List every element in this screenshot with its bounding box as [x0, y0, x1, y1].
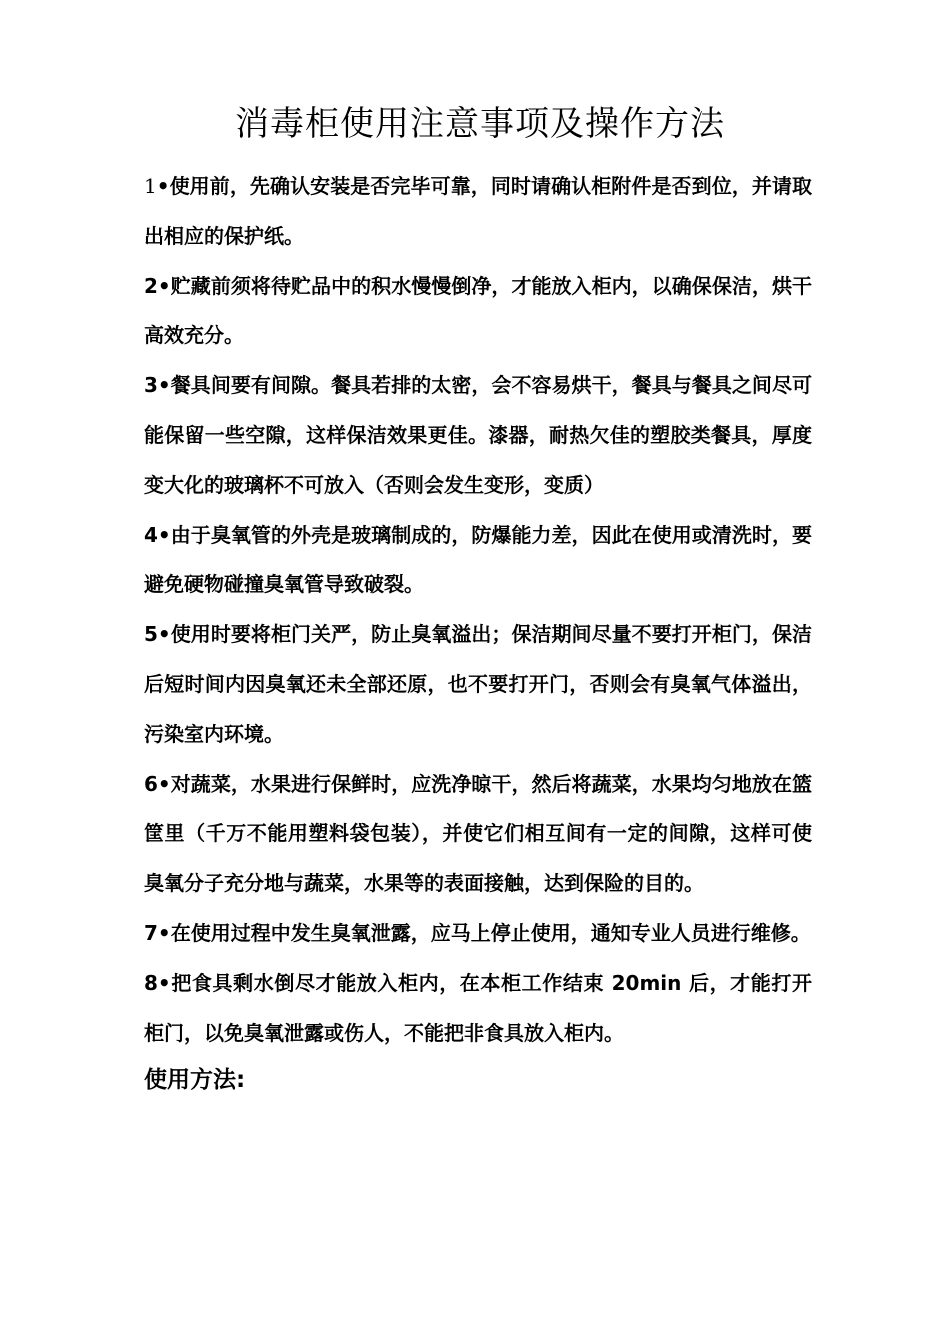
item-separator: •	[157, 920, 171, 945]
item-number: 2	[144, 273, 158, 298]
list-item-8	[144, 959, 812, 1059]
list-item-7	[144, 909, 812, 959]
item-separator: •	[157, 771, 171, 796]
list-item-1	[144, 162, 812, 262]
item-number: 8	[144, 970, 158, 995]
item-number: 1	[144, 174, 157, 198]
item-separator: •	[157, 622, 171, 647]
item-number: 5	[144, 622, 158, 647]
item-separator: •	[157, 970, 171, 995]
item-separator: •	[157, 373, 171, 398]
list-item-5	[144, 610, 812, 759]
item-text: 由于臭氧管的外壳是玻璃制成的，防爆能力差，因此在使用或清洗时，要避免硬物碰撞臭氧管导致破裂。	[144, 522, 812, 597]
item-number: 7	[144, 920, 158, 945]
item-separator: •	[156, 174, 170, 198]
item-number: 4	[144, 522, 158, 547]
item-separator: •	[157, 273, 171, 298]
item-number: 6	[144, 771, 158, 796]
item-text: 使用时要将柜门关严，防止臭氧溢出；保洁期间尽量不要打开柜门，保洁后短时间内因臭氧还未全部还原，也不要打开门，否则会有臭氧气体溢出，污染室内环境。	[144, 622, 812, 746]
item-text: 对蔬菜，水果进行保鲜时，应洗净晾干，然后将蔬菜，水果均匀地放在篮筐里（千万不能用塑料袋包装），并使它们相互间有一定的间隙，这样可使臭氧分子充分地与蔬菜，水果等的表面接触，达到保险的目的。	[144, 771, 812, 896]
item-text: 贮藏前须将待贮品中的积水慢慢倒净，才能放入柜内，以确保保洁，烘干高效充分。	[144, 273, 812, 348]
list-item-2	[144, 262, 812, 362]
item-text: 餐具间要有间隙。餐具若排的太密，会不容易烘干，餐具与餐具之间尽可能保留一些空隙，这样保洁效果更佳。漆器，耐热欠佳的塑胶类餐具，厚度变大化的玻璃杯不可放入（否则会发生变形，变质）	[144, 373, 812, 497]
document-body	[144, 162, 812, 1102]
item-text: 把食具剩水倒尽才能放入柜内，在本柜工作结束 20min 后，才能打开柜门，以免臭氧泄露或伤人，不能把非食具放入柜内。	[144, 970, 812, 1045]
item-text: 使用前，先确认安装是否完毕可靠，同时请确认柜附件是否到位，并请取出相应的保护纸。	[144, 174, 812, 248]
section-heading-usage: 使用方法:	[144, 1067, 246, 1094]
document-title: 消毒柜使用注意事项及操作方法	[235, 104, 725, 144]
list-item-3	[144, 361, 812, 510]
item-separator: •	[157, 522, 171, 547]
list-item-6	[144, 760, 812, 909]
item-number: 3	[144, 373, 158, 398]
item-text: 在使用过程中发生臭氧泄露，应马上停止使用，通知专业人员进行维修。	[170, 920, 811, 945]
list-item-4	[144, 511, 812, 611]
